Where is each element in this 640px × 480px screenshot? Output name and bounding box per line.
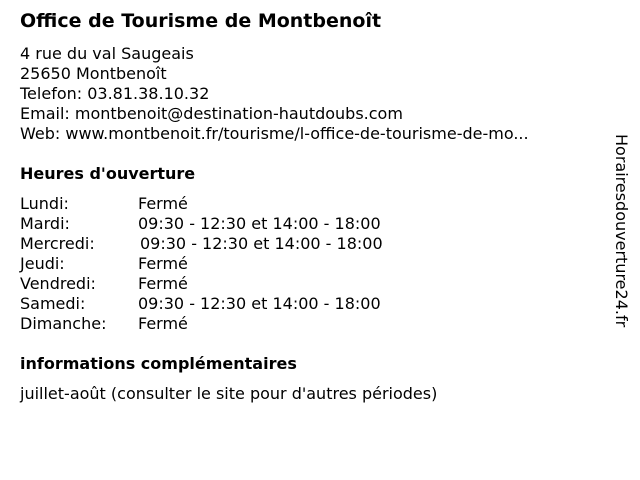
- day-label: Lundi:: [20, 194, 69, 213]
- email-address: Email: montbenoit@destination-hautdoubs.com: [20, 104, 403, 123]
- day-hours: Fermé: [138, 314, 188, 333]
- day-hours: Fermé: [138, 254, 188, 273]
- day-hours: Fermé: [138, 194, 188, 213]
- day-label: Mercredi:: [20, 234, 95, 253]
- address-street: 4 rue du val Saugeais: [20, 44, 194, 63]
- day-hours: Fermé: [138, 274, 188, 293]
- day-label: Mardi:: [20, 214, 70, 233]
- additional-info-heading: informations complémentaires: [20, 354, 297, 373]
- phone-number: Telefon: 03.81.38.10.32: [20, 84, 210, 103]
- day-label: Dimanche:: [20, 314, 107, 333]
- day-hours: 09:30 - 12:30 et 14:00 - 18:00: [138, 294, 381, 313]
- day-hours: 09:30 - 12:30 et 14:00 - 18:00: [140, 234, 383, 253]
- office-title: Office de Tourisme de Montbenoît: [20, 10, 382, 32]
- day-label: Vendredi:: [20, 274, 96, 293]
- day-label: Jeudi:: [20, 254, 65, 273]
- website-url: Web: www.montbenoit.fr/tourisme/l-office-de-tourisme-de-mo...: [20, 124, 529, 143]
- day-hours: 09:30 - 12:30 et 14:00 - 18:00: [138, 214, 381, 233]
- additional-info-text: juillet-août (consulter le site pour d'autres périodes): [20, 384, 438, 403]
- day-label: Samedi:: [20, 294, 86, 313]
- site-watermark: Horairesdouverture24.fr: [612, 134, 631, 328]
- address-city: 25650 Montbenoît: [20, 64, 167, 83]
- opening-hours-heading: Heures d'ouverture: [20, 164, 196, 183]
- contact-block: [20, 44, 529, 144]
